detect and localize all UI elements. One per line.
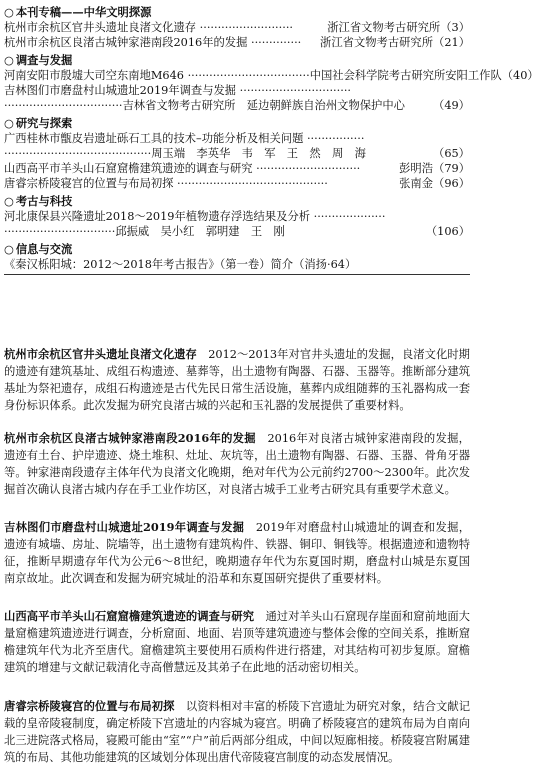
toc-section-heading: ○ 调查与发掘 — [4, 53, 73, 67]
toc-entry[interactable]: 唐睿宗桥陵寝宫的位置与布局初探 ·········································· 张南金（96） — [4, 177, 470, 190]
table-of-contents — [4, 2, 539, 275]
toc-section-heading: ○ 信息与交流 — [4, 242, 73, 256]
abstract-text: 2012～2013年对官井头遗址的发掘，良渚文化时期的遗迹有建筑基址、成组石构遗迹、墓葬等，出土遗物有陶器、石器、玉器等。推断部分建筑基址为祭祀遗存，成组石构遗迹是古代先民日常生活设施，墓葬内成组随葬的玉礼器构成一套身份标识体系。此次发掘为研究良渚古城的兴起和玉礼器的发展提供了重要材料。 — [4, 348, 470, 412]
toc-entry-authors: ·······························邱振威 吴小红 郭明建 王 刚 （106） — [4, 225, 470, 238]
abstract-title: 山西高平市羊头山石窟窟檐建筑遗迹的调查与研究 — [4, 609, 255, 623]
abstract-text: 以资料相对丰富的桥陵下宫遗址为研究对象，结合文献记载的皇帝陵寝制度，确定桥陵下宫遗址的内容城为寝宫。明确了桥陵寝宫的建筑布局为自南向北三进院落式格局，寝殿可能由“室”“户”前后两部分组成，中间以短廊相接。桥陵寝宫附属建筑的布局、其他功能建筑的区域划分体现出唐代帝陵寝宫制度的动态发展情况。 — [4, 700, 470, 764]
abstract-title: 唐睿宗桥陵寝宫的位置与布局初探 — [4, 699, 175, 713]
toc-entry[interactable]: 河南安阳市殷墟大司空东南地M646 ·································· 中国社会科学院考古研究所安阳工作队（40） — [4, 69, 539, 82]
abstract-text: 2016年对良渚古城钟家港南段的发掘，遗迹有土台、护岸遗迹、烧土堆积、灶址、灰坑等，出土遗物有陶器、石器、玉器、骨角牙器等。钟家港南段遗存主体年代为良渚文化晚期，绝对年代为公元前约2700～2300年。此次发掘首次确认良渚古城内存在手工业作坊区，对良渚古城手工业考古研究具有重要学术意义。 — [4, 432, 470, 496]
toc-entry[interactable]: 河北康保县兴隆遗址2018～2019年植物遗存浮选结果及分析 ···················· — [4, 210, 386, 223]
circle-bullet-icon: ○ — [4, 117, 14, 130]
abstract-block — [4, 698, 470, 766]
abstract-text: 通过对羊头山石窟现存崖面和窟前地面大量窟檐建筑遗迹进行调查，分析窟面、地面、岩顶等建筑遗迹与整体会像的空间关系，推断窟檐建筑年代为北齐至唐代。窟檐建筑主要使用石质构件进行搭建，对其结构可初步复原。窟檐建筑的增建与文献记载清化寺高僧慧远及其弟子在此地的活动密切相关。 — [4, 610, 470, 674]
toc-entry[interactable]: 山西高平市羊头山石窟窟檐建筑遗迹的调查与研究 ····························· 彭明浩（79） — [4, 162, 470, 175]
abstract-block — [4, 608, 470, 676]
toc-entry[interactable]: 吉林图们市磨盘村山城遗址2019年调查与发掘 ······························· — [4, 84, 352, 97]
abstract-title: 杭州市余杭区官井头遗址良渚文化遗存 — [4, 347, 197, 361]
toc-entry[interactable]: 广西桂林市甑皮岩遗址砾石工具的技术–功能分析及相关问题 ················ — [4, 132, 365, 145]
abstract-text: 2019年对磨盘村山城遗址的调查和发掘，遗迹有城墙、房址、院墙等，出土遗物有建筑构件、铁器、铜印、铜钱等。根据遗迹和遗物特征，推断早期遗存年代为公元6～8世纪，晚期遗存年代为东夏国时期，磨盘村山城是东夏国南京故址。此次调查和发掘为研究城址的沿革和东夏国研究提供了重要材料。 — [4, 521, 470, 585]
toc-section-heading: ○ 考古与科技 — [4, 194, 73, 208]
abstract-block — [4, 430, 470, 498]
toc-section-heading: ○ 研究与探索 — [4, 116, 73, 130]
circle-bullet-icon: ○ — [4, 6, 14, 19]
toc-entry[interactable]: 《秦汉栎阳城：2012～2018年考古报告》（第一卷）简介（消扬·64） — [4, 258, 357, 271]
abstract-title: 吉林图们市磨盘村山城遗址2019年调查与发掘 — [4, 520, 245, 534]
toc-entry[interactable]: 杭州市余杭区官井头遗址良渚文化遗存 ·························· 浙江省文物考古研究所（3） — [4, 21, 470, 34]
circle-bullet-icon: ○ — [4, 243, 14, 256]
toc-entry-authors: ·········································周玉端 李英华 韦 军 王 然 周 海 （65） — [4, 147, 470, 160]
abstract-block — [4, 519, 470, 587]
abstract-block — [4, 346, 470, 414]
circle-bullet-icon: ○ — [4, 54, 14, 67]
divider — [4, 274, 470, 275]
toc-entry-authors: ·································吉林省文物考古研究所 延边朝鲜族自治州文物保护中心 （49） — [4, 99, 470, 112]
toc-entry[interactable]: 杭州市余杭区良渚古城钟家港南段2016年的发掘 ·············· 浙江省文物考古研究所（21） — [4, 36, 470, 49]
circle-bullet-icon: ○ — [4, 195, 14, 208]
toc-section-heading: ○ 本刊专稿——中华文明探源 — [4, 5, 152, 19]
abstract-title: 杭州市余杭区良渚古城钟家港南段2016年的发掘 — [4, 431, 256, 445]
